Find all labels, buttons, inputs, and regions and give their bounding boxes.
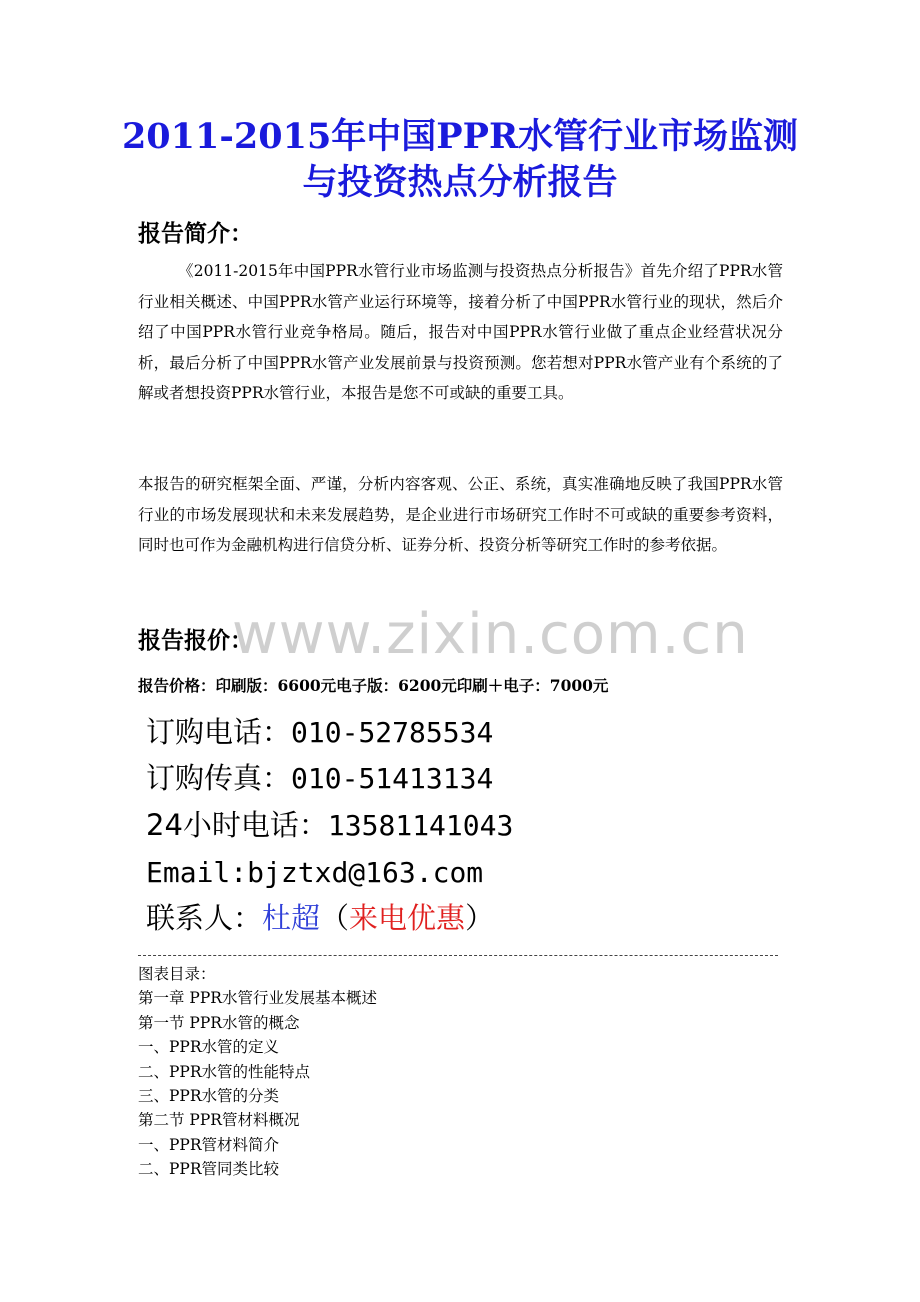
contact-phone-row xyxy=(146,712,493,753)
contact-fax-row xyxy=(146,758,493,799)
contact-email-row xyxy=(146,852,483,893)
contact-discount-note: 来电优惠 xyxy=(349,901,466,935)
contact-hotline-number: 13581141043 xyxy=(327,809,514,842)
contact-fax-number: 010-51413134 xyxy=(291,762,494,795)
report-title-line-1: 2011-2015年中国PPR水管行业市场监测 xyxy=(121,116,799,157)
intro-paragraph-2: 本报告的研究框架全面、严谨，分析内容客观、公正、系统，真实准确地反映了我国PPR水管行业的市场发展现状和未来发展趋势，是企业进行市场研究工作时不可或缺的重要参考资料，同时也可作为金融机构进行信贷分析、证券分析、投资分析等研究工作时的参考依据。 xyxy=(138,475,783,554)
report-title-line-2: 与投资热点分析报告 xyxy=(302,162,618,203)
price-heading: 报告报价： xyxy=(138,628,253,654)
toc-item: 一、PPR水管的定义 xyxy=(138,1038,280,1057)
contact-note-close-paren: ） xyxy=(465,901,495,935)
toc-item: 三、PPR水管的分类 xyxy=(138,1087,280,1106)
contact-email-label: Email: xyxy=(146,856,248,889)
contact-hotline-row xyxy=(146,805,513,846)
toc-item: 一、PPR管材料简介 xyxy=(138,1135,280,1154)
contact-hotline-label: 24小时电话： xyxy=(146,808,328,842)
toc-item: 二、PPR管同类比较 xyxy=(138,1160,280,1179)
price-line: 报告价格：印刷版：6600元电子版：6200元印刷＋电子：7000元 xyxy=(138,676,609,695)
toc-item: 第二节 PPR管材料概况 xyxy=(138,1111,300,1130)
intro-heading: 报告简介： xyxy=(138,221,253,247)
toc-item: 第一节 PPR水管的概念 xyxy=(138,1013,300,1032)
contact-email-address: bjztxd@163.com xyxy=(247,856,484,889)
contact-note-open-paren: （ xyxy=(320,901,350,935)
contact-phone-number: 010-52785534 xyxy=(291,716,494,749)
toc-item: 第一章 PPR水管行业发展基本概述 xyxy=(138,989,377,1008)
contact-person-name: 杜超 xyxy=(262,901,321,935)
contact-phone-label: 订购电话： xyxy=(146,715,292,749)
toc-item: 二、PPR水管的性能特点 xyxy=(138,1062,311,1081)
dashed-divider xyxy=(138,955,778,956)
site-watermark: www.zixin.com.cn xyxy=(232,602,749,667)
contact-person-label: 联系人： xyxy=(146,901,263,935)
contact-person-row xyxy=(146,898,494,938)
intro-paragraph-1: 《2011-2015年中国PPR水管行业市场监测与投资热点分析报告》首先介绍了PPR水管行业相关概述、中国PPR水管产业运行环境等，接着分析了中国PPR水管行业的现状，然后介绍了中国PPR水管行业竞争格局。随后，报告对中国PPR水管行业做了重点企业经营状况分析，最后分析了中国PPR水管产业发展前景与投资预测。您若想对PPR水管产业有个系统的了解或者想投资PPR水管行业，本报告是您不可或缺的重要工具。 xyxy=(138,262,783,402)
contact-fax-label: 订购传真： xyxy=(146,761,292,795)
toc-heading: 图表目录： xyxy=(138,965,216,983)
table-of-contents xyxy=(138,962,377,1182)
